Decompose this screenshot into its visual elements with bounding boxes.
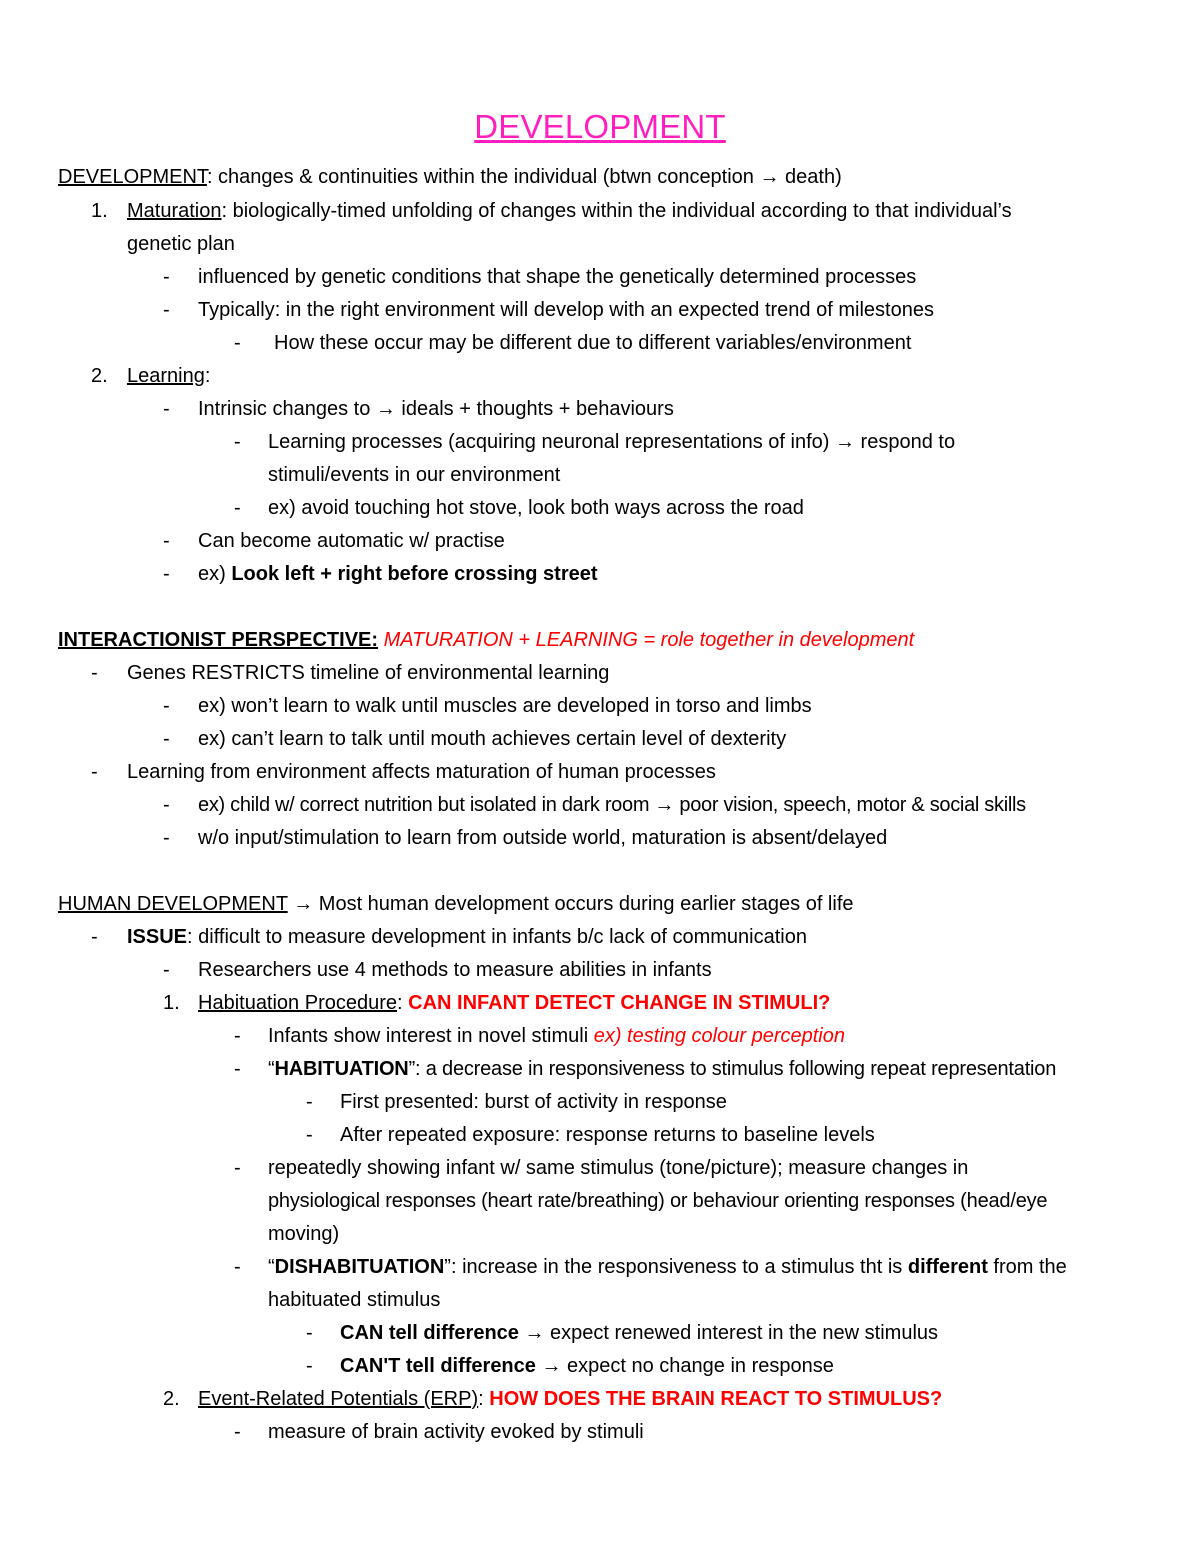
list-item: Intrinsic changes to → ideals + thoughts + behaviours xyxy=(198,398,674,420)
bullet-dash: - xyxy=(306,1124,313,1146)
example-bold-text: Look left + right before crossing street xyxy=(231,563,598,585)
bullet-dash: - xyxy=(163,530,170,552)
list-item: Genes RESTRICTS timeline of environmental learning xyxy=(127,662,610,684)
list-item: Typically: in the right environment will develop with an expected trend of milestones xyxy=(198,299,934,321)
habituation-item xyxy=(198,991,830,1015)
bullet-dash: - xyxy=(163,794,170,816)
learning-colon: : xyxy=(204,365,211,387)
dishabituation-definition-end: from the xyxy=(987,1256,1067,1278)
bullet-dash: - xyxy=(163,266,170,288)
cant-tell-label: CAN'T tell difference xyxy=(340,1355,536,1377)
habituation-keyword: HABITUATION xyxy=(274,1058,409,1080)
human-development-text: → Most human development occurs during earlier stages of life xyxy=(287,893,854,915)
list-item-cont: stimuli/events in our environment xyxy=(268,464,561,486)
habituation-colon: : xyxy=(397,992,403,1014)
list-item: ex) can’t learn to talk until mouth achieves certain level of dexterity xyxy=(198,728,787,750)
bullet-dash: - xyxy=(91,761,98,783)
quote-mark: “ xyxy=(268,1256,275,1278)
list-item: How these occur may be different due to different variables/environment xyxy=(274,332,912,354)
bullet-dash: - xyxy=(163,398,170,420)
list-item: Can become automatic w/ practise xyxy=(198,530,505,552)
bullet-dash: - xyxy=(306,1091,313,1113)
bullet-dash: - xyxy=(91,926,98,948)
issue-label: ISSUE xyxy=(127,926,188,948)
habituation-question: CAN INFANT DETECT CHANGE IN STIMULI? xyxy=(408,992,831,1014)
bullet-dash: - xyxy=(234,332,241,354)
bullet-dash: - xyxy=(234,1256,241,1278)
list-item xyxy=(268,1255,1067,1279)
bullet-dash: - xyxy=(163,563,170,585)
list-item: ex) won’t learn to walk until muscles are developed in torso and limbs xyxy=(198,695,812,717)
issue-item xyxy=(127,925,807,949)
can-tell-text: → expect renewed interest in the new stimulus xyxy=(518,1322,939,1344)
interactionist-heading-line xyxy=(58,628,914,652)
bullet-dash: - xyxy=(234,1421,241,1443)
item-number: 2. xyxy=(163,1388,180,1410)
learning-term: Learning xyxy=(127,365,205,387)
bullet-dash: - xyxy=(163,299,170,321)
item-number: 2. xyxy=(91,365,108,387)
development-definition-text: : changes & continuities within the individual (btwn conception → death) xyxy=(206,166,842,188)
interactionist-heading: INTERACTIONIST PERSPECTIVE: xyxy=(58,629,379,651)
different-keyword: different xyxy=(907,1256,988,1278)
habituation-definition: ”: a decrease in responsiveness to stimulus following repeat representation xyxy=(408,1058,1057,1080)
maturation-text: : biologically-timed unfolding of changes within the individual according to that individual’s xyxy=(221,200,1012,222)
erp-question: HOW DOES THE BRAIN REACT TO STIMULUS? xyxy=(489,1388,943,1410)
list-item: ex) child w/ correct nutrition but isolated in dark room → poor vision, speech, motor & social skills xyxy=(198,794,1026,816)
erp-colon: : xyxy=(478,1388,484,1410)
list-item: measure of brain activity evoked by stimuli xyxy=(268,1421,644,1443)
list-item: w/o input/stimulation to learn from outside world, maturation is absent/delayed xyxy=(198,827,888,849)
item-number: 1. xyxy=(163,992,180,1014)
bullet-dash: - xyxy=(91,662,98,684)
list-item-cont: habituated stimulus xyxy=(268,1289,441,1311)
can-tell-label: CAN tell difference xyxy=(340,1322,519,1344)
learning-item xyxy=(127,364,210,388)
erp-term: Event-Related Potentials (ERP) xyxy=(198,1388,479,1410)
page-title: DEVELOPMENT xyxy=(474,108,726,145)
list-item: Learning processes (acquiring neuronal representations of info) → respond to xyxy=(268,431,956,453)
list-item-cont: physiological responses (heart rate/breathing) or behaviour orienting responses (head/eye xyxy=(268,1190,1048,1212)
erp-item xyxy=(198,1387,942,1411)
list-item: ex) avoid touching hot stove, look both ways across the road xyxy=(268,497,804,519)
list-item xyxy=(340,1354,834,1378)
maturation-term: Maturation xyxy=(127,200,222,222)
bullet-dash: - xyxy=(306,1322,313,1344)
example-prefix: ex) xyxy=(198,563,232,585)
bullet-dash: - xyxy=(234,497,241,519)
dishabituation-definition: ”: increase in the responsiveness to a stimulus tht is xyxy=(444,1256,903,1278)
bullet-dash: - xyxy=(163,695,170,717)
list-item: Learning from environment affects maturation of human processes xyxy=(127,761,716,783)
maturation-item xyxy=(127,199,1012,223)
novel-stimuli-example: ex) testing colour perception xyxy=(593,1025,845,1047)
quote-mark: “ xyxy=(268,1058,275,1080)
human-development-line xyxy=(58,892,854,916)
list-item xyxy=(198,562,598,586)
development-definition xyxy=(58,165,842,189)
list-item: After repeated exposure: response returns to baseline levels xyxy=(340,1124,875,1146)
bullet-dash: - xyxy=(234,431,241,453)
bullet-dash: - xyxy=(163,959,170,981)
bullet-dash: - xyxy=(163,728,170,750)
list-item xyxy=(268,1057,1056,1081)
habituation-term: Habituation Procedure xyxy=(198,992,398,1014)
dishabituation-keyword: DISHABITUATION xyxy=(274,1256,445,1278)
list-item: First presented: burst of activity in response xyxy=(340,1091,727,1113)
list-item: influenced by genetic conditions that shape the genetically determined processes xyxy=(198,266,917,288)
list-item xyxy=(340,1321,938,1345)
novel-stimuli-text: Infants show interest in novel stimuli xyxy=(268,1025,589,1047)
list-item xyxy=(268,1024,845,1048)
maturation-text-cont: genetic plan xyxy=(127,233,235,255)
bullet-dash: - xyxy=(306,1355,313,1377)
bullet-dash: - xyxy=(234,1157,241,1179)
interactionist-summary: MATURATION + LEARNING = role together in development xyxy=(383,629,915,651)
human-development-heading: HUMAN DEVELOPMENT xyxy=(58,893,288,915)
bullet-dash: - xyxy=(234,1058,241,1080)
item-number: 1. xyxy=(91,200,108,222)
bullet-dash: - xyxy=(234,1025,241,1047)
list-item: repeatedly showing infant w/ same stimulus (tone/picture); measure changes in xyxy=(268,1157,969,1179)
development-heading: DEVELOPMENT xyxy=(58,166,207,188)
bullet-dash: - xyxy=(163,827,170,849)
issue-text: : difficult to measure development in infants b/c lack of communication xyxy=(187,926,807,948)
list-item-cont: moving) xyxy=(268,1223,340,1245)
cant-tell-text: → expect no change in response xyxy=(535,1355,834,1377)
list-item: Researchers use 4 methods to measure abilities in infants xyxy=(198,959,712,981)
